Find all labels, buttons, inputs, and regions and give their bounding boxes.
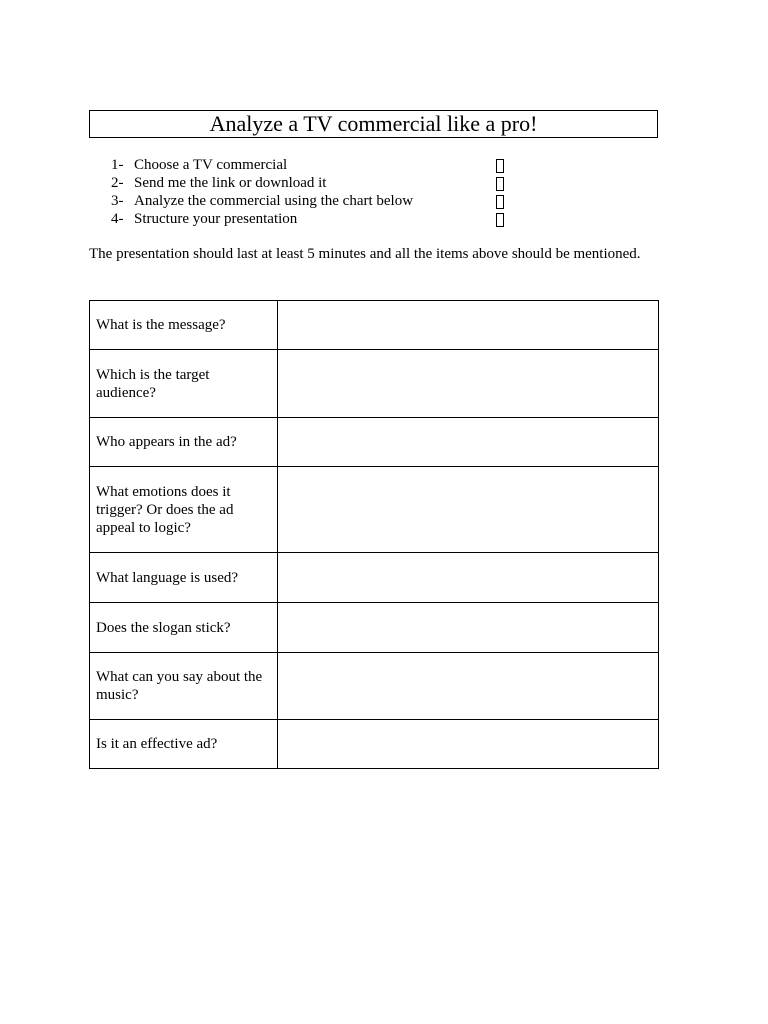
question-cell: What is the message? [90,301,278,350]
answer-cell[interactable] [278,350,659,418]
table-row [90,467,659,553]
answer-cell[interactable] [278,301,659,350]
step-text: Send me the link or download it [134,175,327,191]
steps-list [111,156,511,228]
step-checkbox[interactable] [496,159,504,173]
table-row [90,603,659,653]
step-checkbox[interactable] [496,177,504,191]
question-cell: Which is the target audience? [90,350,278,418]
page-title: Analyze a TV commercial like a pro! [89,110,658,138]
step-item [111,156,511,174]
question-cell: What can you say about the music? [90,653,278,720]
answer-cell[interactable] [278,467,659,553]
answer-cell[interactable] [278,720,659,769]
step-item [111,210,511,228]
presentation-note: The presentation should last at least 5 minutes and all the items above should be mentioned. [89,246,641,262]
table-row [90,301,659,350]
answer-cell[interactable] [278,653,659,720]
step-checkbox[interactable] [496,195,504,209]
table-row [90,418,659,467]
step-text: Choose a TV commercial [134,157,288,173]
table-row [90,653,659,720]
step-number: 1- [111,157,124,173]
step-text: Analyze the commercial using the chart below [134,193,414,209]
question-cell: Who appears in the ad? [90,418,278,467]
answer-cell[interactable] [278,553,659,603]
step-number: 4- [111,211,124,227]
table-row [90,553,659,603]
step-number: 3- [111,193,124,209]
question-cell: Does the slogan stick? [90,603,278,653]
table-row [90,720,659,769]
step-item [111,174,511,192]
step-item [111,192,511,210]
question-cell: What emotions does it trigger? Or does the ad appeal to logic? [90,467,278,553]
question-cell: What language is used? [90,553,278,603]
analysis-chart [89,300,659,769]
step-number: 2- [111,175,124,191]
step-checkbox[interactable] [496,213,504,227]
question-cell: Is it an effective ad? [90,720,278,769]
step-text: Structure your presentation [134,211,298,227]
table-row [90,350,659,418]
answer-cell[interactable] [278,418,659,467]
answer-cell[interactable] [278,603,659,653]
